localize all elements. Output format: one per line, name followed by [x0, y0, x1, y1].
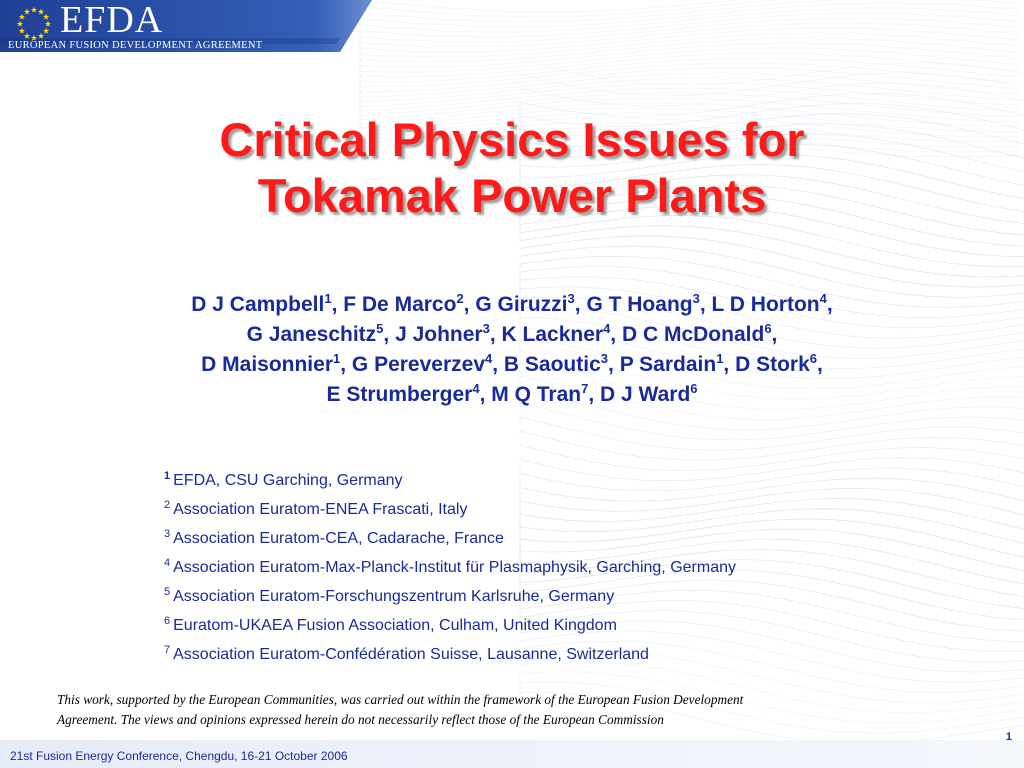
affiliation-text: EFDA, CSU Garching, Germany: [173, 472, 403, 489]
affiliation-item: [164, 582, 736, 611]
author-separator: ,: [771, 323, 778, 346]
title-line-2: Tokamak Power Plants: [257, 169, 767, 222]
author-name: D J Ward: [600, 383, 691, 406]
logo-subtitle: EUROPEAN FUSION DEVELOPMENT AGREEMENT: [8, 40, 263, 51]
author-affiliation-number: 6: [764, 321, 772, 336]
author-line: [0, 320, 1024, 350]
eu-star-icon: [45, 21, 51, 27]
author-separator: ,: [463, 293, 476, 316]
author-affiliation-number: 1: [716, 351, 724, 366]
disclaimer: [57, 690, 957, 730]
conference-footer: 21st Fusion Energy Conference, Chengdu, 16-21 October 2006: [10, 749, 348, 763]
affiliation-item: [164, 466, 736, 495]
author-name: G Giruzzi: [475, 293, 568, 316]
disclaimer-line-2: Agreement. The views and opinions expressed herein do not necessarily reflect those of the European Commission: [57, 712, 664, 727]
affiliation-list: [164, 466, 736, 669]
author-separator: ,: [817, 353, 823, 376]
eu-star-icon: [24, 9, 30, 15]
author-affiliation-number: 3: [567, 291, 575, 306]
affiliation-item: [164, 553, 736, 582]
author-name: G Janeschitz: [246, 323, 377, 346]
affiliation-text: Association Euratom-CEA, Cadarache, France: [173, 530, 504, 547]
author-affiliation-number: 4: [819, 291, 827, 306]
affiliation-number: 5: [164, 586, 171, 598]
slide-title: [0, 112, 1024, 224]
author-affiliation-number: 3: [692, 291, 700, 306]
eu-star-icon: [43, 28, 49, 34]
author-separator: ,: [489, 323, 502, 346]
author-affiliation-number: 2: [456, 291, 464, 306]
affiliation-number: 1: [164, 470, 171, 482]
author-affiliation-number: 7: [581, 381, 589, 396]
eu-star-icon: [19, 28, 25, 34]
eu-star-icon: [31, 7, 37, 13]
affiliation-text: Association Euratom-Forschungszentrum Karlsruhe, Germany: [173, 588, 615, 605]
author-list: [0, 290, 1024, 410]
author-affiliation-number: 3: [600, 351, 609, 366]
author-line: [0, 350, 1024, 380]
eu-star-icon: [43, 14, 49, 20]
author-affiliation-number: 6: [690, 381, 698, 396]
author-name: J Johner: [395, 323, 483, 346]
affiliation-item: [164, 640, 736, 669]
eu-star-icon: [24, 33, 30, 39]
eu-star-icon: [19, 14, 25, 20]
page-number: 1: [1005, 731, 1012, 743]
author-separator: ,: [723, 353, 736, 376]
author-separator: ,: [383, 323, 396, 346]
author-name: F De Marco: [343, 293, 457, 316]
author-separator: ,: [479, 383, 492, 406]
author-separator: ,: [610, 323, 622, 346]
author-separator: ,: [492, 353, 504, 376]
author-name: M Q Tran: [491, 383, 582, 406]
author-name: B Saoutic: [503, 353, 601, 376]
affiliation-item: [164, 495, 736, 524]
author-separator: ,: [340, 353, 352, 376]
affiliation-number: 4: [164, 557, 171, 569]
author-name: L D Horton: [711, 293, 820, 316]
affiliation-number: 2: [164, 499, 171, 511]
author-name: K Lackner: [501, 323, 604, 346]
affiliation-text: Association Euratom-ENEA Frascati, Italy: [173, 501, 468, 518]
affiliation-text: Euratom-UKAEA Fusion Association, Culham, United Kingdom: [173, 617, 617, 634]
affiliation-text: Association Euratom-Confédération Suisse, Lausanne, Switzerland: [173, 646, 649, 663]
author-affiliation-number: 6: [809, 351, 818, 366]
author-name: G T Hoang: [586, 293, 693, 316]
affiliation-item: [164, 524, 736, 553]
author-name: D J Campbell: [191, 293, 325, 316]
author-affiliation-number: 4: [485, 351, 493, 366]
author-affiliation-number: 3: [482, 321, 490, 336]
author-name: D C McDonald: [621, 323, 765, 346]
author-name: D Stork: [735, 353, 810, 376]
disclaimer-line-1: This work, supported by the European Communities, was carried out within the framework of the European Fusion Development: [57, 692, 744, 707]
author-separator: ,: [699, 293, 712, 316]
eu-stars-icon: [14, 4, 54, 44]
logo-text: EFDA: [60, 0, 164, 41]
affiliation-number: 6: [164, 615, 171, 627]
eu-star-icon: [38, 33, 44, 39]
author-separator: ,: [588, 383, 601, 406]
author-affiliation-number: 1: [324, 291, 332, 306]
title-line-1: Critical Physics Issues for: [219, 113, 805, 166]
author-affiliation-number: 4: [472, 381, 480, 396]
author-separator: ,: [331, 293, 344, 316]
eu-star-icon: [17, 21, 23, 27]
author-name: E Strumberger: [326, 383, 473, 406]
author-affiliation-number: 5: [376, 321, 384, 336]
author-name: G Pereverzev: [351, 353, 486, 376]
affiliation-item: [164, 611, 736, 640]
affiliation-text: Association Euratom-Max-Planck-Institut für Plasmaphysik, Garching, Germany: [173, 559, 736, 576]
author-separator: ,: [826, 293, 833, 316]
author-separator: ,: [574, 293, 587, 316]
author-name: D Maisonnier: [201, 353, 333, 376]
author-line: [0, 290, 1024, 320]
author-affiliation-number: 1: [333, 351, 341, 366]
author-affiliation-number: 4: [603, 321, 611, 336]
affiliation-number: 7: [164, 644, 171, 656]
author-line: [0, 380, 1024, 410]
author-name: P Sardain: [619, 353, 717, 376]
affiliation-number: 3: [164, 528, 171, 540]
author-separator: ,: [608, 353, 620, 376]
eu-star-icon: [38, 9, 44, 15]
